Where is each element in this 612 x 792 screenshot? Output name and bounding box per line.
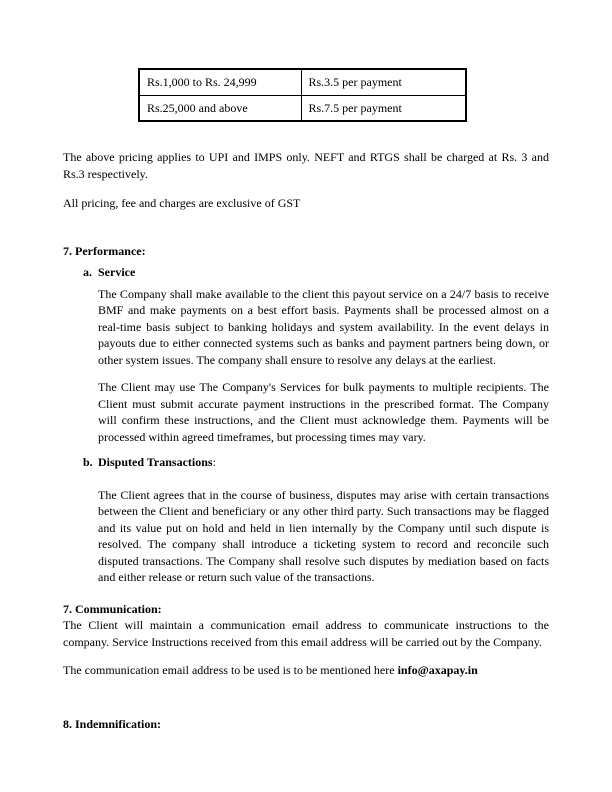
communication-email: info@axapay.in — [397, 663, 478, 677]
pricing-table-row — [139, 95, 466, 121]
service-title: Service — [98, 265, 136, 279]
pricing-fee-cell: Rs.3.5 per payment — [301, 69, 466, 95]
service-paragraph-1: The Company shall make available to the client this payout service on a 24/7 basis to receive BMF and make payments on a best effort basis. Payments shall be processed almost on a real-time basis subject to banking holidays and system availability. In the event delays in payouts due to either connected systems such as banks and payment partners being down, or other system issues. The company shall ensure to resolve any delays at the earliest. — [98, 286, 549, 367]
disputed-transactions-colon: : — [212, 455, 216, 469]
pricing-table-row — [139, 69, 466, 95]
pricing-note-upi-imps: The above pricing applies to UPI and IMPS only. NEFT and RTGS shall be charged at Rs. 3 and Rs.3 respectively. — [63, 150, 549, 181]
communication-heading: 7. Communication: — [63, 601, 162, 616]
disputed-transactions-paragraph: The Client agrees that in the course of business, disputes may arise with certain transactions between the Client and beneficiary or any other third party. Such transactions may be flagged and its value put on hold and held in lien internally by the Company until such dispute is resolved. The company shall introduce a ticketing system to record and reconcile such disputed transactions. The Company shall resolve such disputes by mediation based on facts and either release or return such value of the transactions. — [98, 487, 549, 584]
service-list-item — [83, 264, 549, 281]
disputed-transactions-list-item — [83, 454, 549, 471]
indemnification-heading: 8. Indemnification: — [63, 716, 162, 731]
pricing-note-gst: All pricing, fee and charges are exclusive of GST — [63, 196, 301, 210]
performance-heading: 7. Performance: — [63, 243, 146, 258]
communication-email-prefix: The communication email address to be used is to be mentioned here — [63, 663, 398, 677]
communication-paragraph: The Client will maintain a communication email address to communicate instructions to the company. Service Instructions received from this email address will be carried out by the Company. — [63, 618, 549, 649]
disputed-transactions-marker: b. — [83, 455, 93, 469]
pricing-tier-cell: Rs.1,000 to Rs. 24,999 — [139, 69, 301, 95]
pricing-fee-cell: Rs.7.5 per payment — [301, 95, 466, 121]
disputed-transactions-title-wrap — [98, 454, 216, 471]
service-marker: a. — [83, 265, 92, 279]
pricing-table — [138, 68, 467, 122]
communication-email-line — [63, 662, 549, 679]
service-paragraph-2: The Client may use The Company's Services for bulk payments to multiple recipients. The Client must submit accurate payment instructions in the prescribed format. The Company will confirm these instructions, and the Client must acknowledge them. Payments will be processed within agreed timeframes, but processing times may vary. — [98, 380, 549, 444]
pricing-tier-cell: Rs.25,000 and above — [139, 95, 301, 121]
disputed-transactions-title: Disputed Transactions — [98, 455, 213, 469]
